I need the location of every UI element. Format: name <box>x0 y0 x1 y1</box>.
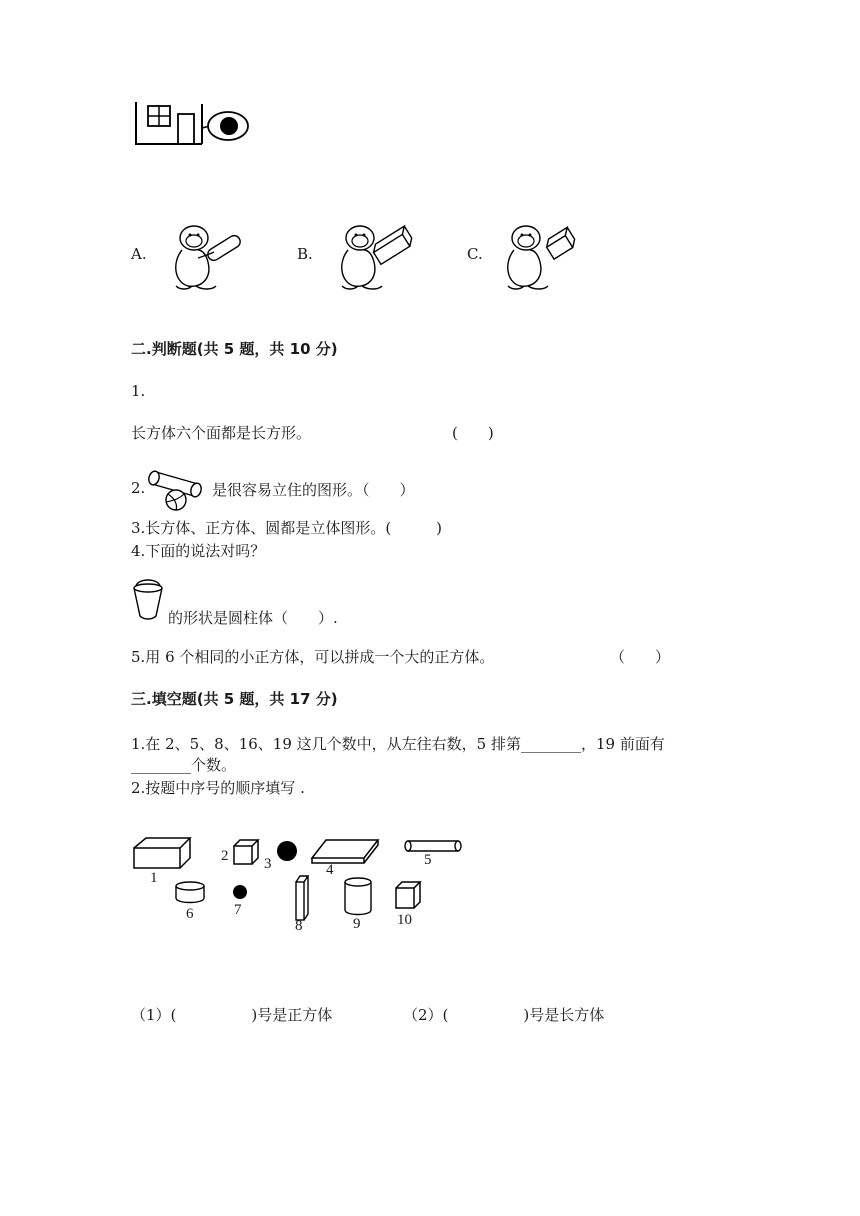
judge-q4-text: 4.下面的说法对吗？ <box>131 542 266 560</box>
judge-q1-answer-paren: ( ) <box>452 424 494 442</box>
shape-label-8: 8 <box>295 918 303 934</box>
shape-label-10: 10 <box>397 912 412 928</box>
fill-q1-line1: 1.在 2、5、8、16、19 这几个数中，从左往右数，5 排第________，19 前面有 <box>131 735 665 753</box>
judge-q1-number: 1. <box>131 382 146 400</box>
monkey-holding-cube-image <box>500 222 588 294</box>
monkey-holding-cylinder-image <box>168 222 256 294</box>
section-2-heading: 二.判断题(共 5 题，共 10 分) <box>131 340 338 358</box>
option-a-label: A. <box>131 245 147 263</box>
judge-q5-text: 5.用 6 个相同的小正方体，可以拼成一个大的正方体。 <box>131 648 495 666</box>
bucket-image <box>130 578 166 622</box>
judge-q2-text: 是很容易立住的图形。（ ） <box>212 481 415 499</box>
fill-q2-text: 2.按题中序号的顺序填写 . <box>131 779 305 797</box>
judge-q1-text: 长方体六个面都是长方形。 <box>131 424 312 442</box>
judge-q2-number: 2. <box>131 479 146 497</box>
fill-q2-answer-cuboid: （2）( )号是长方体 <box>403 1006 605 1024</box>
shape-label-1: 1 <box>150 870 158 886</box>
section-3-heading: 三.填空题(共 5 题，共 17 分) <box>131 690 338 708</box>
shape-label-4: 4 <box>326 862 334 878</box>
judge-q4-statement: 的形状是圆柱体（ ）. <box>168 609 338 627</box>
fill-q2-answer-cube: （1）( )号是正方体 <box>131 1006 333 1024</box>
judge-q5-answer-paren: （ ） <box>610 648 671 666</box>
shape-label-6: 6 <box>186 906 194 922</box>
option-c-label: C. <box>467 245 483 263</box>
solid-shapes-figure <box>130 830 470 940</box>
shape-label-3: 3 <box>264 856 272 872</box>
cylinder-on-ball-image <box>148 464 208 512</box>
view-figure <box>132 100 252 148</box>
fill-q1-line2: ________个数。 <box>131 756 237 774</box>
shape-label-9: 9 <box>353 916 361 932</box>
shape-label-2: 2 <box>221 848 229 864</box>
judge-q3-text: 3.长方体、正方体、圆都是立体图形。( ) <box>131 519 443 537</box>
option-b-label: B. <box>297 245 313 263</box>
monkey-holding-cuboid-image <box>334 222 422 294</box>
shape-label-5: 5 <box>424 852 432 868</box>
shape-label-7: 7 <box>234 902 242 918</box>
